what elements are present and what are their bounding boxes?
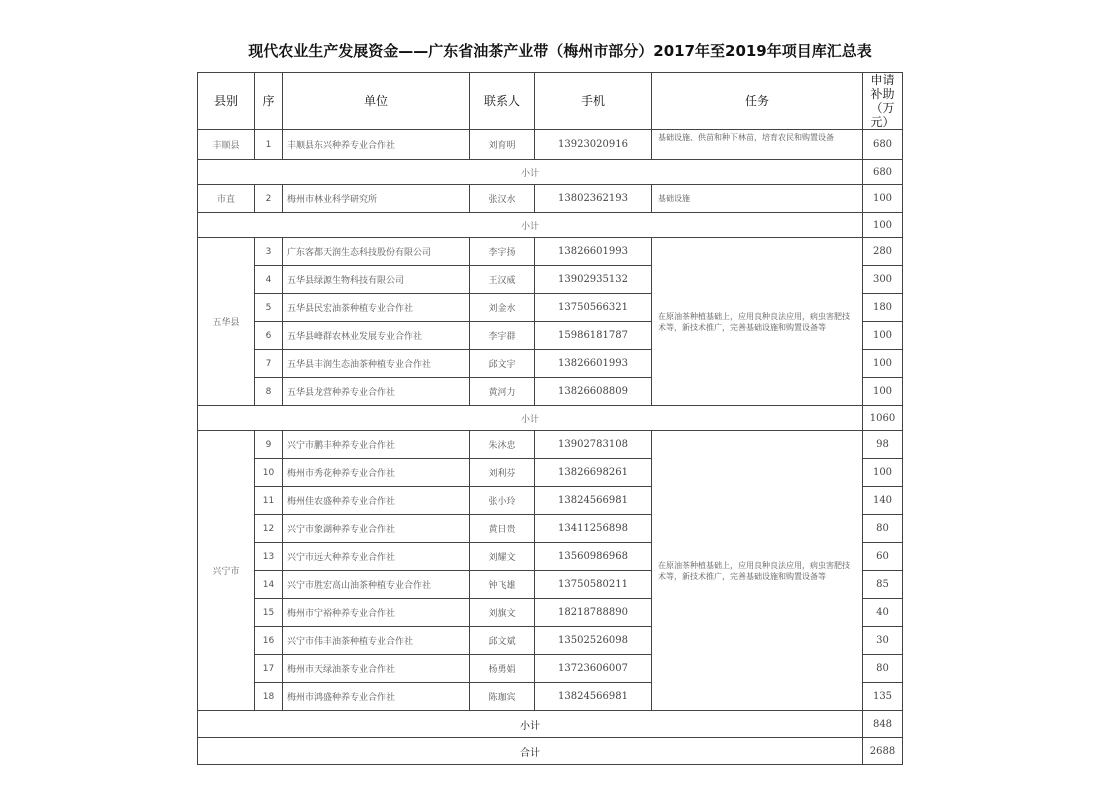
unit-cell: 梅州市秀花种养专业合作社 — [283, 459, 470, 487]
contact-cell: 邱文宇 — [470, 350, 535, 378]
contact-cell: 王汉威 — [470, 266, 535, 294]
amount-cell: 80 — [863, 655, 903, 683]
amount-cell: 40 — [863, 599, 903, 627]
amount-cell: 680 — [863, 130, 903, 160]
county-cell: 兴宁市 — [198, 431, 255, 711]
seq-cell: 6 — [255, 322, 283, 350]
unit-cell: 五华县民宏油茶种植专业合作社 — [283, 294, 470, 322]
subtotal-label: 小计 — [198, 711, 863, 738]
table-row — [198, 431, 903, 459]
table-row — [198, 130, 903, 160]
table-row — [198, 185, 903, 213]
contact-cell: 陈珈宾 — [470, 683, 535, 711]
subtotal-value: 100 — [863, 213, 903, 238]
unit-cell: 梅州市宁裕种养专业合作社 — [283, 599, 470, 627]
contact-cell: 邱文斌 — [470, 627, 535, 655]
contact-cell: 刘耀文 — [470, 543, 535, 571]
header-phone: 手机 — [535, 73, 652, 130]
subtotal-row — [198, 406, 903, 431]
seq-cell: 18 — [255, 683, 283, 711]
phone-cell: 13750580211 — [535, 571, 652, 599]
phone-cell: 13411256898 — [535, 515, 652, 543]
phone-cell: 13824566981 — [535, 487, 652, 515]
task-cell: 基础设施、供苗和种下林苗，培育农民和购置设备 — [652, 130, 863, 160]
subtotal-row — [198, 213, 903, 238]
task-cell: 在原油茶种植基础上，应用良种良法应用，病虫害肥技术等，新技术推广，完善基础设施和购置设备等 — [652, 238, 863, 406]
contact-cell: 朱沐忠 — [470, 431, 535, 459]
phone-cell: 13560986968 — [535, 543, 652, 571]
contact-cell: 李宇群 — [470, 322, 535, 350]
unit-cell: 兴宁市象湖种养专业合作社 — [283, 515, 470, 543]
phone-cell: 15986181787 — [535, 322, 652, 350]
amount-cell: 100 — [863, 185, 903, 213]
amount-cell: 100 — [863, 350, 903, 378]
seq-cell: 12 — [255, 515, 283, 543]
header-unit: 单位 — [283, 73, 470, 130]
header-seq: 序 — [255, 73, 283, 130]
contact-cell: 黄日贵 — [470, 515, 535, 543]
unit-cell: 梅州市鸿盛种养专业合作社 — [283, 683, 470, 711]
subtotal-value: 1060 — [863, 406, 903, 431]
page-title: 现代农业生产发展资金——广东省油茶产业带（梅州市部分）2017年至2019年项目库汇总表 — [248, 42, 872, 60]
amount-cell: 60 — [863, 543, 903, 571]
phone-cell: 13750566321 — [535, 294, 652, 322]
phone-cell: 13902935132 — [535, 266, 652, 294]
phone-cell: 13826608809 — [535, 378, 652, 406]
header-county: 县别 — [198, 73, 255, 130]
phone-cell: 18218788890 — [535, 599, 652, 627]
task-cell: 在原油茶种植基础上，应用良种良法应用，病虫害肥技术等，新技术推广，完善基础设施和购置设备等 — [652, 431, 863, 711]
unit-cell: 兴宁市伟丰油茶种植专业合作社 — [283, 627, 470, 655]
unit-cell: 梅州市天绿油茶专业合作社 — [283, 655, 470, 683]
seq-cell: 14 — [255, 571, 283, 599]
unit-cell: 五华县龙营种养专业合作社 — [283, 378, 470, 406]
total-label: 合计 — [198, 738, 863, 765]
task-cell: 基础设施 — [652, 185, 863, 213]
contact-cell: 杨勇娟 — [470, 655, 535, 683]
contact-cell: 刘育明 — [470, 130, 535, 160]
phone-cell: 13826698261 — [535, 459, 652, 487]
amount-cell: 30 — [863, 627, 903, 655]
header-task: 任务 — [652, 73, 863, 130]
unit-cell: 兴宁市远大种养专业合作社 — [283, 543, 470, 571]
seq-cell: 13 — [255, 543, 283, 571]
contact-cell: 黄河力 — [470, 378, 535, 406]
unit-cell: 五华县丰润生态油茶种植专业合作社 — [283, 350, 470, 378]
seq-cell: 2 — [255, 185, 283, 213]
subtotal-label: 小计 — [198, 213, 863, 238]
county-cell: 丰顺县 — [198, 130, 255, 160]
unit-cell: 梅州佳农盛种养专业合作社 — [283, 487, 470, 515]
subtotal-row — [198, 160, 903, 185]
phone-cell: 13802362193 — [535, 185, 652, 213]
table-row — [198, 238, 903, 266]
amount-cell: 100 — [863, 459, 903, 487]
subtotal-row — [198, 711, 903, 738]
subtotal-label: 小计 — [198, 160, 863, 185]
seq-cell: 5 — [255, 294, 283, 322]
seq-cell: 17 — [255, 655, 283, 683]
total-value: 2688 — [863, 738, 903, 765]
header-contact: 联系人 — [470, 73, 535, 130]
table-header-row — [198, 73, 903, 130]
phone-cell: 13923020916 — [535, 130, 652, 160]
phone-cell: 13902783108 — [535, 431, 652, 459]
amount-cell: 140 — [863, 487, 903, 515]
contact-cell: 钟飞雄 — [470, 571, 535, 599]
county-cell: 市直 — [198, 185, 255, 213]
unit-cell: 五华县绿源生物科技有限公司 — [283, 266, 470, 294]
seq-cell: 9 — [255, 431, 283, 459]
county-cell: 五华县 — [198, 238, 255, 406]
amount-cell: 300 — [863, 266, 903, 294]
contact-cell: 刘金水 — [470, 294, 535, 322]
project-summary-table — [197, 72, 903, 765]
unit-cell: 兴宁市胜宏高山油茶种植专业合作社 — [283, 571, 470, 599]
seq-cell: 15 — [255, 599, 283, 627]
unit-cell: 梅州市林业科学研究所 — [283, 185, 470, 213]
contact-cell: 李宇扬 — [470, 238, 535, 266]
contact-cell: 张汉水 — [470, 185, 535, 213]
subtotal-value: 848 — [863, 711, 903, 738]
amount-cell: 180 — [863, 294, 903, 322]
header-amount: 申请补助（万元） — [863, 73, 903, 130]
seq-cell: 10 — [255, 459, 283, 487]
subtotal-label: 小计 — [198, 406, 863, 431]
seq-cell: 7 — [255, 350, 283, 378]
unit-cell: 五华县峰群农林业发展专业合作社 — [283, 322, 470, 350]
phone-cell: 13826601993 — [535, 238, 652, 266]
seq-cell: 8 — [255, 378, 283, 406]
amount-cell: 100 — [863, 378, 903, 406]
amount-cell: 100 — [863, 322, 903, 350]
subtotal-value: 680 — [863, 160, 903, 185]
seq-cell: 1 — [255, 130, 283, 160]
unit-cell: 广东客都天润生态科技股份有限公司 — [283, 238, 470, 266]
phone-cell: 13723606007 — [535, 655, 652, 683]
total-row — [198, 738, 903, 765]
seq-cell: 16 — [255, 627, 283, 655]
seq-cell: 4 — [255, 266, 283, 294]
phone-cell: 13502526098 — [535, 627, 652, 655]
amount-cell: 80 — [863, 515, 903, 543]
contact-cell: 张小玲 — [470, 487, 535, 515]
amount-cell: 85 — [863, 571, 903, 599]
amount-cell: 98 — [863, 431, 903, 459]
amount-cell: 135 — [863, 683, 903, 711]
seq-cell: 11 — [255, 487, 283, 515]
seq-cell: 3 — [255, 238, 283, 266]
amount-cell: 280 — [863, 238, 903, 266]
unit-cell: 丰顺县东兴种养专业合作社 — [283, 130, 470, 160]
phone-cell: 13824566981 — [535, 683, 652, 711]
contact-cell: 刘利芬 — [470, 459, 535, 487]
contact-cell: 刘旗文 — [470, 599, 535, 627]
phone-cell: 13826601993 — [535, 350, 652, 378]
unit-cell: 兴宁市鹏丰种养专业合作社 — [283, 431, 470, 459]
